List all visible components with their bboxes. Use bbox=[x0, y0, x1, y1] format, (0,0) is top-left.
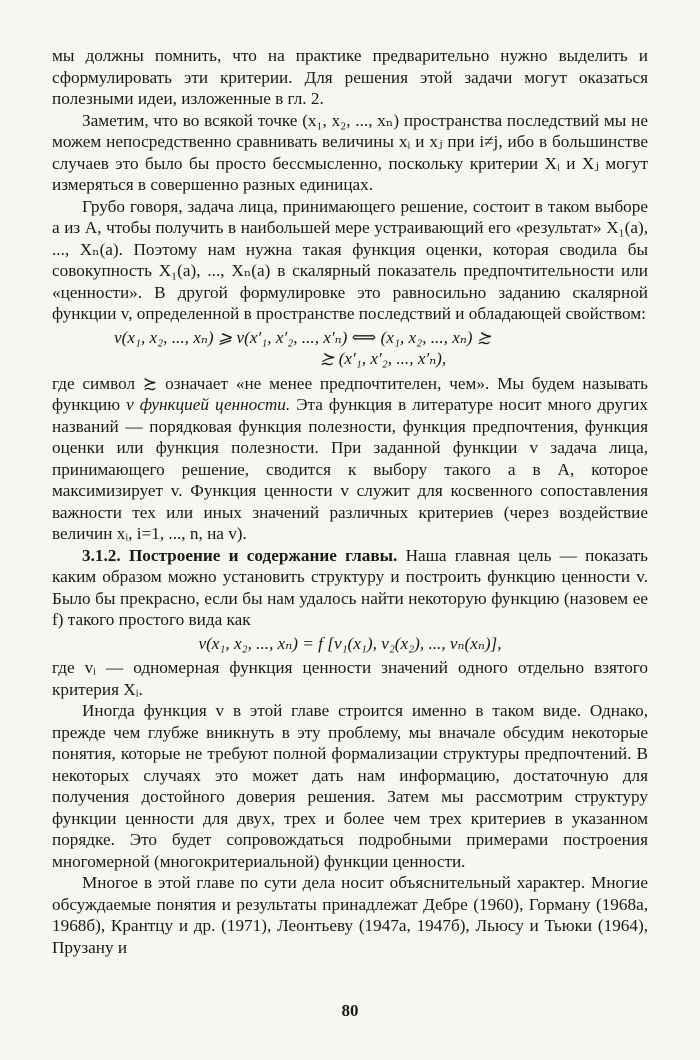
value-function-term: v функцией ценности. bbox=[126, 395, 291, 414]
formula-value-function-line-1: v(x₁, x₂, ..., xₙ) ⩾ v(x′₁, x′₂, ..., x′ₙ) ⟺ (x₁, x₂, ..., xₙ) ≿ bbox=[114, 327, 492, 347]
paragraph-symbol-definition bbox=[52, 373, 648, 545]
section-3-1-2 bbox=[52, 545, 648, 631]
section-number: 3.1.2. bbox=[82, 545, 121, 565]
symbol-definition-text: где символ ≿ означает «не менее предпочтителен, чем». Мы будем называть функцию bbox=[52, 373, 648, 414]
section-title: Построение и содержание главы. bbox=[128, 545, 398, 565]
formula-value-function-line-2: ≿ (x′₁, x′₂, ..., x′ₙ), bbox=[320, 349, 447, 368]
paragraph-sometimes: Иногда функция v в этой главе строится именно в таком виде. Однако, прежде чем глубже вникнуть в эту проблему, мы вначале обсудим некоторые понятия, которые не требуют полной формализации структуры предпочтений. В некоторых случаях это может дать нам информацию, достаточную для получения достойного доверия решения. Затем мы рассмотрим структуру функции ценности для двух, трех и более чем трех критериев в указанном порядке. Это будет сопровождаться подробными примерами построения многомерной (многокритериальной) функции ценности. bbox=[52, 701, 648, 871]
page-number: 80 bbox=[341, 1001, 359, 1020]
paragraph-explanatory: Многое в этой главе по сути дела носит объяснительный характер. Многие обсуждаемые понятия и результаты принадлежат Дебре (1960), Горману (1968а, 1968б), Крантцу и др. (1971), Леонтьеву (1947а, 1947б), Льюсу и Тьюки (1964), Прузану и bbox=[52, 873, 648, 957]
formula-additive-structure: v(x₁, x₂, ..., xₙ) = f [v₁(x₁), v₂(x₂), ..., vₙ(xₙ)], bbox=[198, 633, 502, 653]
symbol-definition-rest: Эта функция в литературе носит много других названий — порядковая функция полезности, функция предпочтения, функция оценки или функция полезности. При заданной функции v задача лица, принимающего решение, сводится к выбору такого a в A, которое максимизирует v. Функция ценности v служит для косвенного сопоставления важности тех или иных значений различных критериев (через воздействие величин xᵢ, i=1, ..., n, на v). bbox=[52, 395, 648, 543]
paragraph-comparison: Заметим, что во всякой точке (x₁, x₂, ..., xₙ) пространства последствий мы не можем непосредственно сравнивать величины xᵢ и xⱼ при i≠j, ибо в большинстве случаев это было бы просто бессмысленно, поскольку критерии Xᵢ и Xⱼ могут измеряться в совершенно разных единицах. bbox=[52, 110, 648, 194]
paragraph-decision-task: Грубо говоря, задача лица, принимающего решение, состоит в таком выборе a из A, чтобы получить в наибольшей мере устраивающий его «результат» X₁(a), ..., Xₙ(a). Поэтому нам нужна такая функция оценки, которая сводила бы совокупность X₁(a), ..., Xₙ(a) в скалярный показатель предпочтительности или «ценности». В другой формулировке это равносильно заданию скалярной функции v, определенной в пространстве последствий и обладающей свойством: bbox=[52, 196, 648, 323]
paragraph-where-vi: где vᵢ — одномерная функция ценности значений одного отдельно взятого критерия Xᵢ. bbox=[52, 658, 648, 699]
section-text: Наша главная цель — показать каким образом можно установить структуру и построить функцию ценности v. Было бы прекрасно, если бы нам удалось найти некоторую функцию (назовем ее f) такого простого вида как bbox=[52, 545, 648, 629]
paragraph-continuation: мы должны помнить, что на практике предварительно нужно выделить и сформулировать эти критерии. Для решения этой задачи могут оказаться полезными идеи, изложенные в гл. 2. bbox=[52, 46, 648, 108]
